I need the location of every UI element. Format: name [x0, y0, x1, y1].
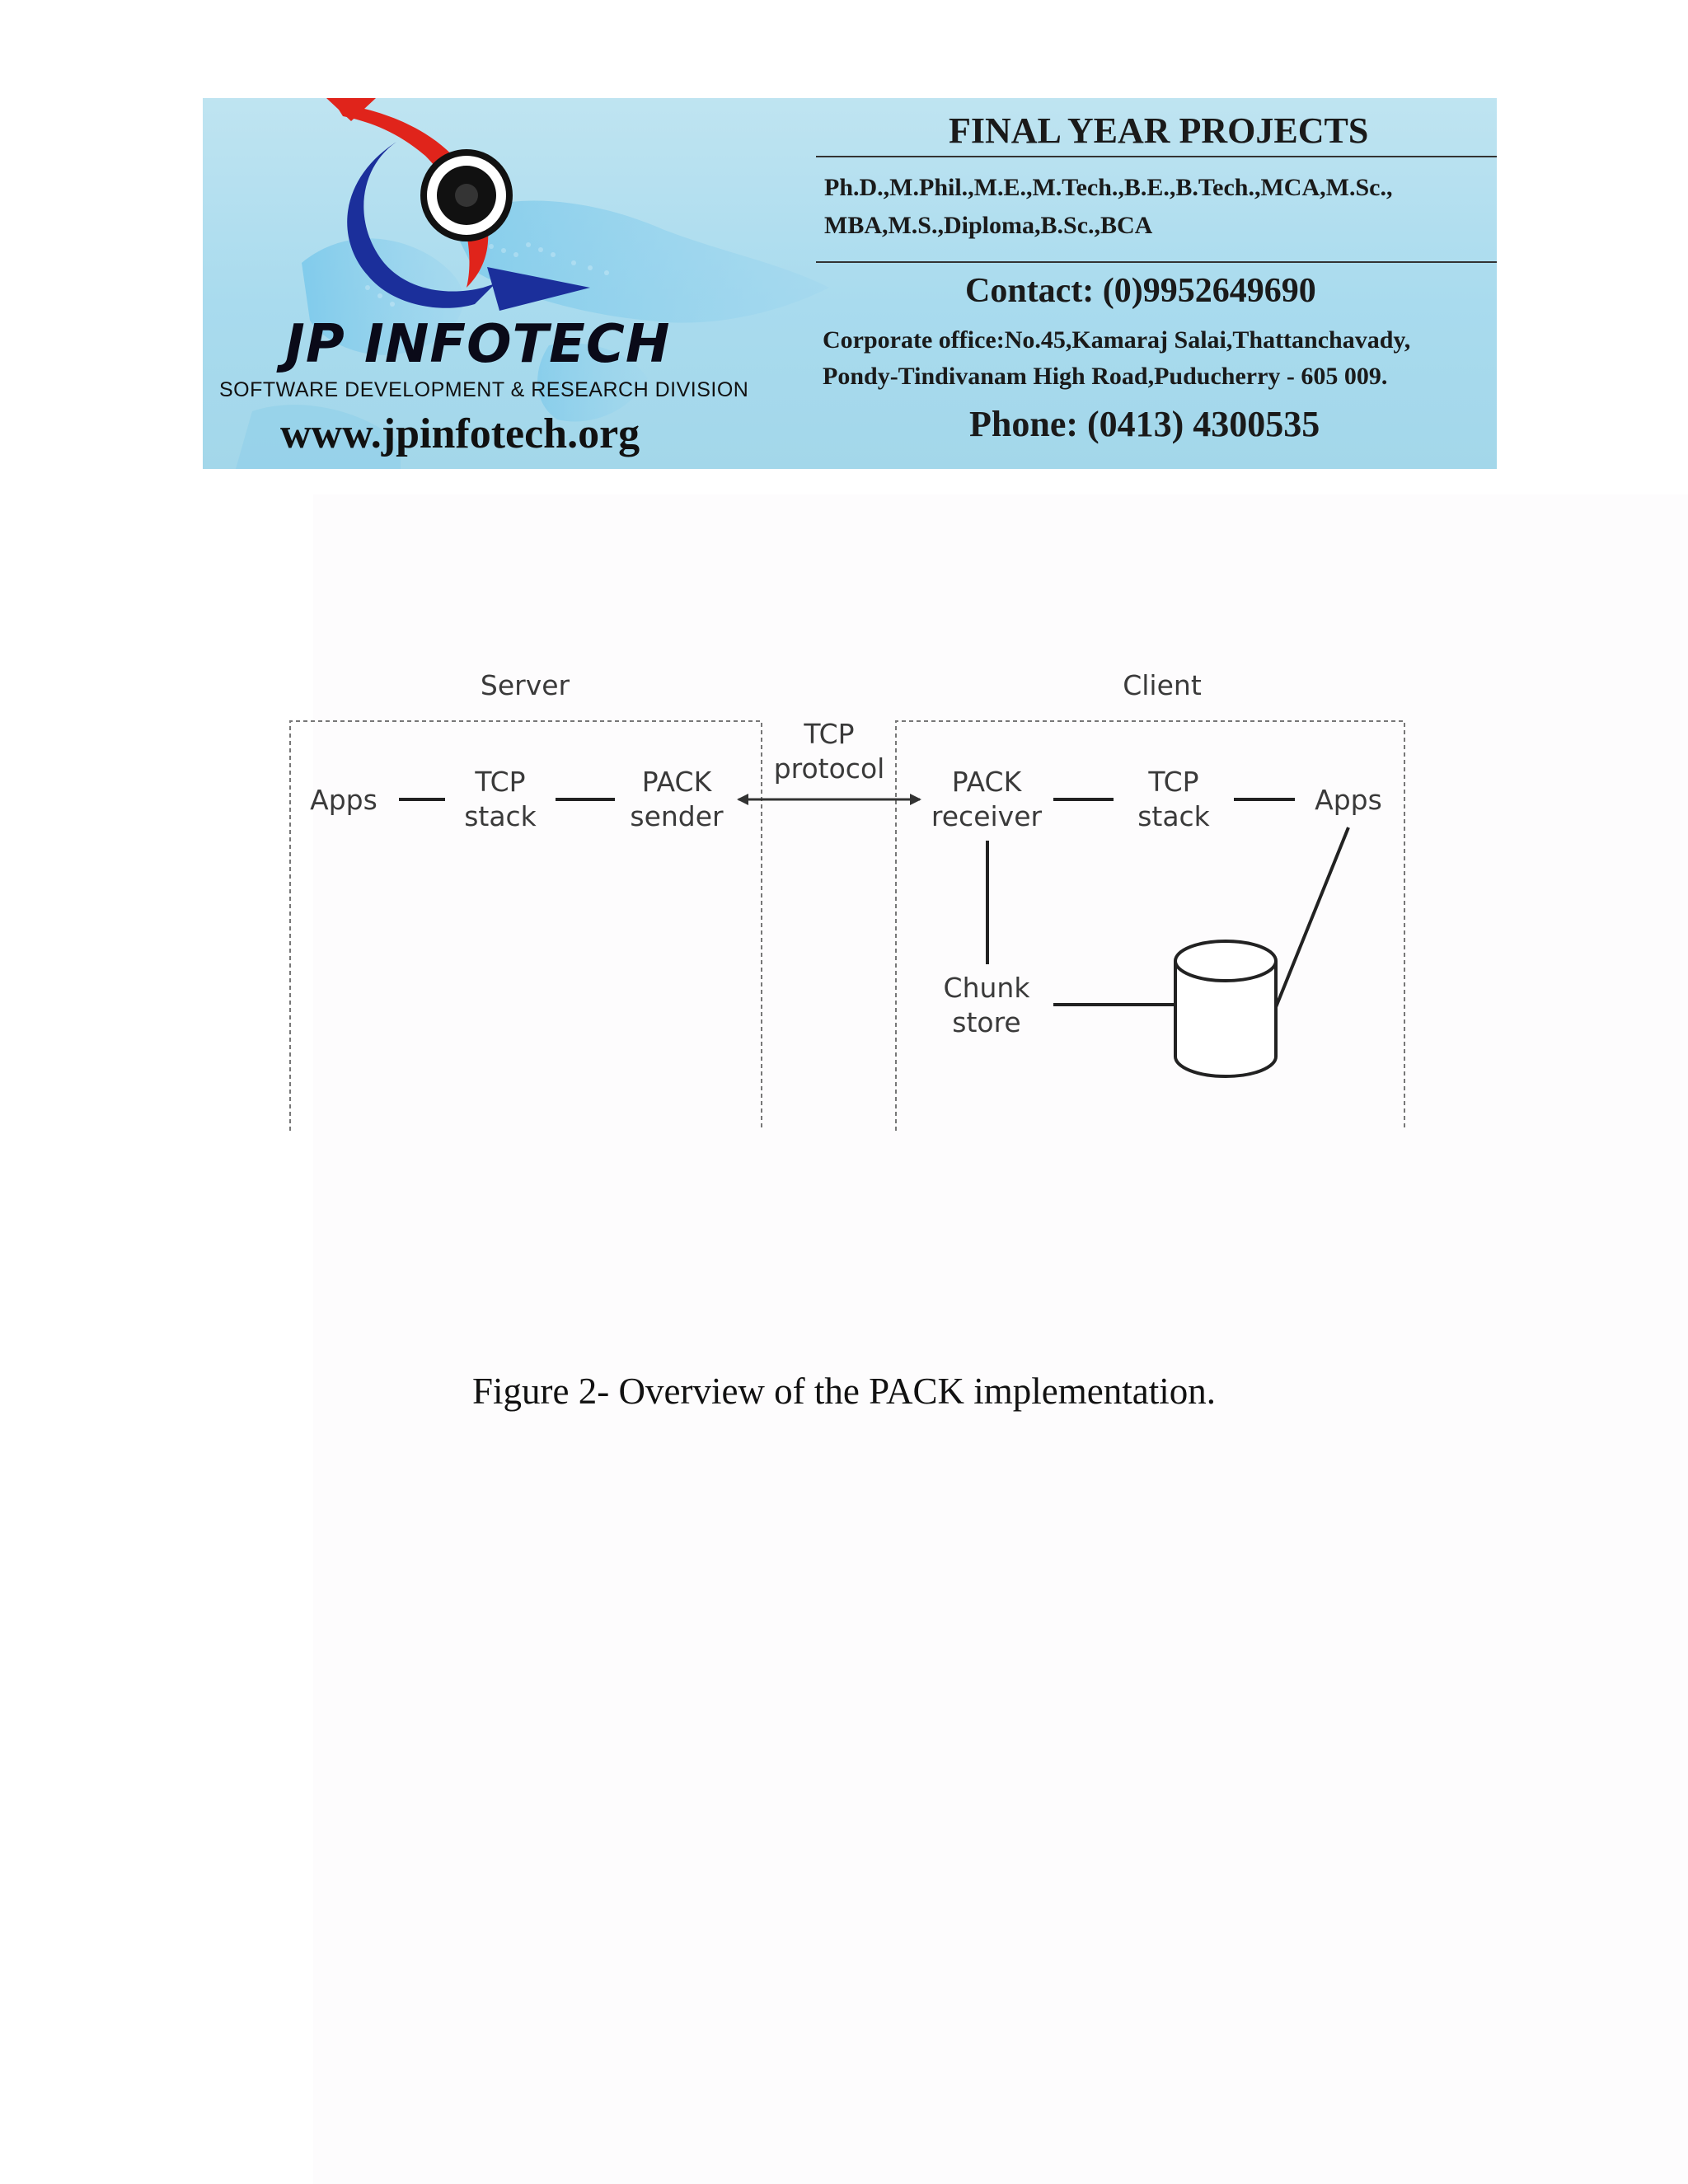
- banner-divider: [816, 261, 1497, 263]
- client-tcp-node-line2: stack: [1137, 800, 1210, 832]
- client-tcp-node-line1: TCP: [1148, 766, 1199, 798]
- contact-number: Contact: (0)9952649690: [965, 272, 1316, 310]
- page-background: [313, 494, 1688, 2184]
- brand-subtitle: SOFTWARE DEVELOPMENT & RESEARCH DIVISION: [219, 378, 749, 401]
- chunk-store-node-line2: store: [952, 1006, 1021, 1038]
- figure-caption: Figure 2- Overview of the PACK implementation.: [472, 1371, 1216, 1412]
- phone-number: Phone: (0413) 4300535: [969, 404, 1320, 444]
- office-address: [823, 322, 1410, 395]
- courses-line: Ph.D.,M.Phil.,M.E.,M.Tech.,B.E.,B.Tech.,MCA,M.Sc.,: [824, 174, 1393, 201]
- protocol-label-line1: TCP: [804, 718, 855, 750]
- address-line: Corporate office:No.45,Kamaraj Salai,Thattanchavady,: [823, 326, 1411, 354]
- brand-name: JP INFOTECH: [285, 314, 671, 375]
- protocol-label-line2: protocol: [773, 752, 885, 785]
- banner-title: FINAL YEAR PROJECTS: [949, 110, 1369, 151]
- client-label: Client: [1123, 669, 1202, 701]
- address-line: Pondy-Tindivanam High Road,Puducherry - 605 009.: [823, 363, 1388, 390]
- header-banner: [203, 98, 1497, 469]
- chunk-store-node-line1: Chunk: [943, 972, 1030, 1004]
- pack-sender-node-line2: sender: [630, 800, 724, 832]
- server-tcp-node-line1: TCP: [475, 766, 526, 798]
- pack-sender-node-line1: PACK: [641, 766, 712, 798]
- banner-divider: [816, 156, 1497, 157]
- pack-receiver-node-line1: PACK: [951, 766, 1022, 798]
- client-apps-node: Apps: [1315, 784, 1382, 816]
- brand-url: www.jpinfotech.org: [280, 410, 640, 457]
- pack-receiver-node-line2: receiver: [931, 800, 1043, 832]
- courses-list: [824, 169, 1392, 245]
- server-label: Server: [480, 669, 570, 701]
- server-tcp-node-line2: stack: [464, 800, 537, 832]
- server-apps-node: Apps: [310, 784, 377, 816]
- courses-line: MBA,M.S.,Diploma,B.Sc.,BCA: [824, 212, 1153, 239]
